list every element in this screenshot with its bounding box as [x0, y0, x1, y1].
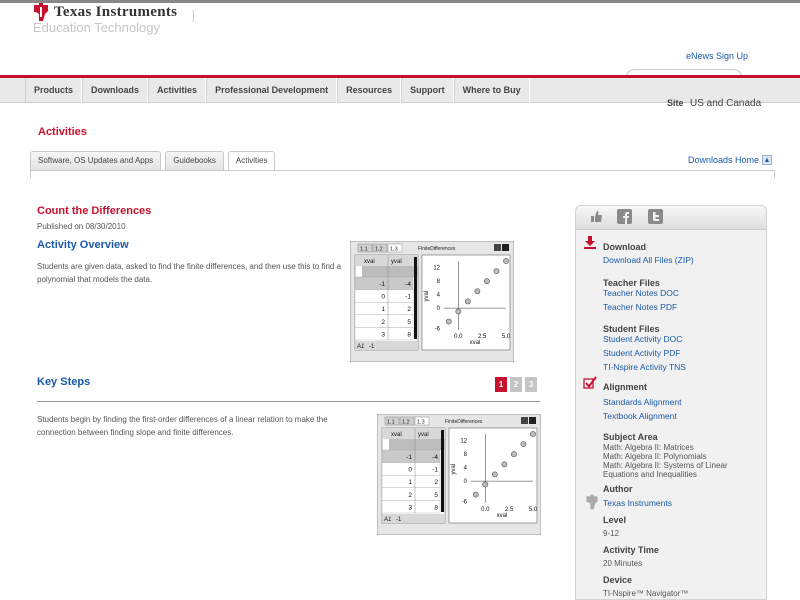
- calc-tab-label: 1.3: [417, 419, 425, 426]
- y-tick-label: -6: [434, 326, 440, 333]
- subject-line: Math: Algebra II: Matrices: [603, 443, 694, 452]
- textbook-alignment-link[interactable]: Textbook Alignment: [603, 411, 677, 421]
- download-heading: Download: [603, 242, 646, 252]
- cell-value: -1: [396, 517, 402, 523]
- calculator-screenshot-step: [377, 414, 541, 535]
- cell-xval: 1: [381, 306, 385, 314]
- nav-products[interactable]: Products: [25, 78, 82, 103]
- teacher-notes-pdf-link[interactable]: Teacher Notes PDF: [603, 302, 678, 312]
- overview-heading: Activity Overview: [37, 239, 129, 251]
- student-files-heading: Student Files: [603, 324, 660, 334]
- student-activity-doc-link[interactable]: Student Activity DOC: [603, 334, 683, 344]
- activity-time-value: 20 Minutes: [603, 559, 643, 568]
- nav-where-to-buy[interactable]: Where to Buy: [454, 78, 530, 103]
- social-bar: [576, 206, 766, 230]
- cell-yval: -1: [432, 466, 438, 474]
- up-arrow-icon[interactable]: ▲: [763, 157, 771, 164]
- device-value: TI-Nspire™ Navigator™: [603, 589, 689, 598]
- cell-yval: 2: [407, 306, 411, 314]
- data-point: [484, 279, 489, 284]
- nav-downloads[interactable]: Downloads: [82, 78, 148, 103]
- checkbox-checked-icon: [583, 376, 597, 390]
- cell-value: -1: [369, 344, 375, 350]
- download-icon: [583, 236, 597, 250]
- y-tick-label: 8: [463, 452, 467, 459]
- tab-guidebooks[interactable]: Guidebooks: [165, 151, 224, 170]
- cell-xval: -1: [379, 281, 385, 288]
- page-button-2[interactable]: 2: [510, 377, 522, 392]
- device-heading: Device: [603, 575, 633, 585]
- key-steps-heading: Key Steps: [37, 376, 91, 388]
- subject-line: Math: Algebra II: Systems of Linear: [603, 461, 728, 470]
- level-value: 9-12: [603, 529, 620, 538]
- x-axis-label: xval: [469, 340, 481, 346]
- x-tick-label: 0.0: [454, 334, 463, 340]
- x-tick-label: 5.0: [501, 334, 511, 340]
- calc-tab-label: 1.3: [390, 246, 398, 253]
- cell-xval: 2: [408, 491, 412, 499]
- calc-doc-name: FiniteDifferences: [445, 419, 483, 425]
- subject-area-heading: Subject Area: [603, 432, 658, 442]
- cell-yval: -1: [405, 293, 411, 301]
- data-point: [530, 431, 535, 436]
- standards-alignment-link[interactable]: Standards Alignment: [603, 397, 682, 407]
- calc-tab-label: 1.2: [375, 246, 383, 253]
- nav-support[interactable]: Support: [401, 78, 454, 103]
- steps-text: Students begin by finding the first-order differences of a linear relation to make the connection between finding slope and finite differences.: [37, 415, 328, 437]
- cell-xval: -1: [406, 454, 412, 461]
- cell-xval: 0: [381, 293, 385, 301]
- student-activity-pdf-link[interactable]: Student Activity PDF: [603, 348, 681, 358]
- x-tick-label: 0.0: [481, 507, 490, 513]
- formula-row: [362, 266, 418, 277]
- calc-window-icon: [494, 244, 501, 251]
- y-tick-label: 4: [436, 292, 440, 299]
- data-point: [502, 462, 507, 467]
- y-tick-label: 0: [463, 479, 467, 486]
- x-tick-label: 5.0: [528, 507, 538, 513]
- calc-tab-label: 1.1: [387, 419, 395, 426]
- cell-xval: 3: [408, 504, 412, 512]
- x-tick-label: 2.5: [477, 334, 487, 340]
- tab-software[interactable]: Software, OS Updates and Apps: [30, 151, 161, 170]
- x-tick-label: 2.5: [504, 507, 514, 513]
- y-tick-label: 0: [436, 306, 440, 313]
- ti-logo-icon[interactable]: [32, 2, 50, 22]
- download-all-link[interactable]: Download All Files (ZIP): [603, 255, 694, 265]
- y-tick-label: 12: [433, 265, 440, 272]
- facebook-icon[interactable]: [617, 209, 632, 224]
- published-date: Published on 08/30/2010: [37, 222, 126, 231]
- activity-title: Count the Differences: [37, 205, 152, 217]
- y-tick-label: 12: [460, 438, 467, 445]
- calc-tab-label: 1.2: [402, 419, 410, 426]
- enews-signup-link[interactable]: eNews Sign Up: [686, 51, 749, 61]
- thumbs-up-icon[interactable]: [590, 210, 603, 223]
- cell-yval: 8: [407, 331, 411, 339]
- col-header: yval: [418, 432, 429, 438]
- teacher-notes-doc-link[interactable]: Teacher Notes DOC: [603, 288, 680, 298]
- cell-yval: 8: [434, 504, 438, 512]
- y-tick-label: 4: [463, 465, 467, 472]
- cell-bar: [382, 514, 445, 523]
- author-link[interactable]: Texas Instruments: [603, 498, 672, 508]
- brand-subtitle: Education Technology: [33, 20, 160, 35]
- cell-ref: A1: [357, 344, 365, 350]
- scrollbar: [441, 430, 444, 512]
- data-point: [465, 299, 470, 304]
- nav-items: [25, 78, 530, 103]
- cell-yval: 5: [434, 491, 438, 499]
- cell-yval: 2: [434, 479, 438, 487]
- nav-activities[interactable]: Activities: [148, 78, 206, 103]
- steps-pager: [495, 377, 537, 392]
- cell-yval: 5: [407, 318, 411, 326]
- col-header: xval: [364, 259, 375, 265]
- tab-activities[interactable]: Activities: [228, 151, 276, 171]
- nav-resources[interactable]: Resources: [337, 78, 401, 103]
- tab-divider: [30, 170, 775, 171]
- data-point: [473, 492, 478, 497]
- data-point: [511, 452, 516, 457]
- formula-row: [389, 439, 445, 450]
- data-point: [483, 482, 488, 487]
- y-tick-label: -6: [461, 499, 467, 506]
- ti-logo-icon: [584, 494, 600, 510]
- brand-name[interactable]: Texas Instruments: [54, 4, 178, 20]
- page-button-1[interactable]: 1: [495, 377, 507, 392]
- cell-yval: -4: [405, 281, 411, 288]
- page-button-3[interactable]: 3: [525, 377, 537, 392]
- level-heading: Level: [603, 515, 627, 525]
- overview-text: Students are given data, asked to find the finite differences, and then use this to find a polynomial that models the data.: [37, 262, 342, 284]
- y-axis-label: yval: [424, 290, 430, 302]
- data-point: [503, 258, 508, 263]
- cell-yval: -4: [432, 454, 438, 461]
- top-bar: [0, 0, 800, 3]
- site-label: Site: [667, 98, 684, 108]
- steps-divider: [37, 401, 540, 402]
- cell-ref: A1: [384, 517, 392, 523]
- x-axis-label: xval: [496, 513, 508, 519]
- cell-xval: 2: [381, 318, 385, 326]
- y-axis-label: yval: [451, 463, 457, 475]
- download-tabs: [30, 151, 275, 171]
- alignment-heading: Alignment: [603, 382, 647, 392]
- activity-time-heading: Activity Time: [603, 545, 659, 555]
- col-header: yval: [391, 259, 402, 265]
- nav-professional-development[interactable]: Professional Development: [206, 78, 337, 103]
- calc-close-icon: [502, 244, 509, 251]
- scrollbar: [414, 257, 417, 339]
- page-title: Activities: [38, 126, 87, 138]
- y-tick-label: 8: [436, 279, 440, 286]
- cell-xval: 0: [408, 466, 412, 474]
- calculator-screenshot-overview: [350, 241, 514, 362]
- site-selector[interactable]: US and Canada: [690, 98, 762, 109]
- author-heading: Author: [603, 484, 633, 494]
- data-point: [492, 472, 497, 477]
- cell-xval: 3: [381, 331, 385, 339]
- tab-frame-right: [774, 170, 775, 178]
- subject-line: Equations and Inequalities: [603, 470, 697, 479]
- calc-tab-label: 1.1: [360, 246, 368, 253]
- downloads-home-link[interactable]: Downloads Home: [688, 155, 760, 165]
- data-point: [521, 441, 526, 446]
- cell-xval: 1: [408, 479, 412, 487]
- data-point: [446, 319, 451, 324]
- data-point: [456, 309, 461, 314]
- calc-close-icon: [529, 417, 536, 424]
- cell-bar: [355, 341, 418, 350]
- subject-line: Math: Algebra II: Polynomials: [603, 452, 707, 461]
- twitter-icon[interactable]: [648, 209, 663, 224]
- col-header: xval: [391, 432, 402, 438]
- data-point: [475, 289, 480, 294]
- tns-activity-link[interactable]: TI-Nspire Activity TNS: [603, 362, 686, 372]
- tab-frame-left: [30, 170, 31, 178]
- data-point: [494, 268, 499, 273]
- divider: [193, 10, 194, 22]
- calc-window-icon: [521, 417, 528, 424]
- calc-doc-name: FiniteDifferences: [418, 246, 456, 252]
- teacher-files-heading: Teacher Files: [603, 278, 660, 288]
